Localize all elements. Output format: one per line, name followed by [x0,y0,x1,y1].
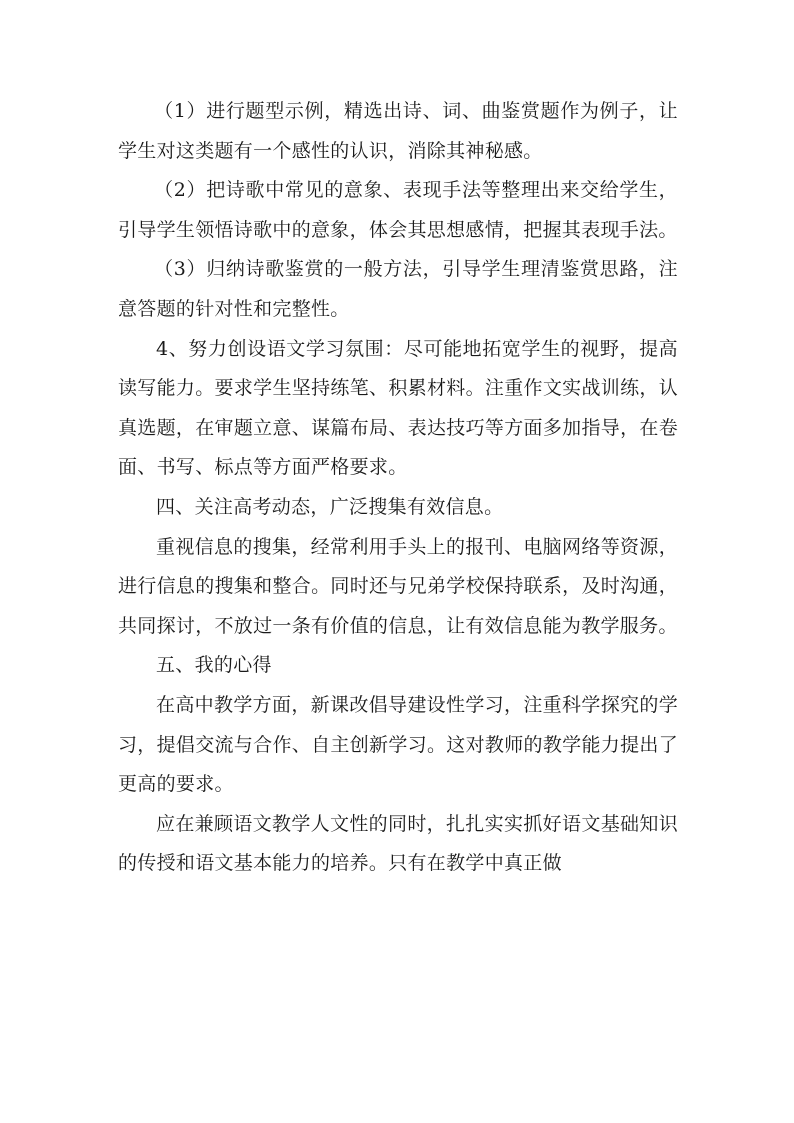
paragraph-teaching-reflection: 在高中教学方面，新课改倡导建设性学习，注重科学探究的学习，提倡交流与合作、自主创新学习。这对教师的教学能力提出了更高的要求。 [118,693,678,796]
paragraph-item-4: 4、努力创设语文学习氛围：尽可能地拓宽学生的视野，提高读写能力。要求学生坚持练笔、积累材料。注重作文实战训练，认真选题，在审题立意、谋篇布局、表达技巧等方面多加指导，在卷面、书写、标点等方面严格要求。 [118,337,678,479]
section-heading-five: 五、我的心得 [156,654,272,677]
paragraph-item-3: （3）归纳诗歌鉴赏的一般方法，引导学生理清鉴赏思路，注意答题的针对性和完整性。 [118,258,678,320]
paragraph-humanistic-teaching: 应在兼顾语文教学人文性的同时，扎扎实实抓好语文基础知识的传授和语文基本能力的培养。只有在教学中真正做 [118,812,678,875]
paragraph-item-2: （2）把诗歌中常见的意象、表现手法等整理出来交给学生，引导学生领悟诗歌中的意象，体会其思想感情，把握其表现手法。 [118,179,678,241]
paragraph-info-collection: 重视信息的搜集，经常利用手头上的报刊、电脑网络等资源，进行信息的搜集和整合。同时还与兄弟学校保持联系，及时沟通，共同探讨，不放过一条有价值的信息，让有效信息能为教学服务。 [118,535,678,637]
section-heading-four: 四、关注高考动态，广泛搜集有效信息。 [156,495,504,518]
paragraph-item-1: （1）进行题型示例，精选出诗、词、曲鉴赏题作为例子，让学生对这类题有一个感性的认识，消除其神秘感。 [118,100,678,162]
document-page [118,92,678,884]
